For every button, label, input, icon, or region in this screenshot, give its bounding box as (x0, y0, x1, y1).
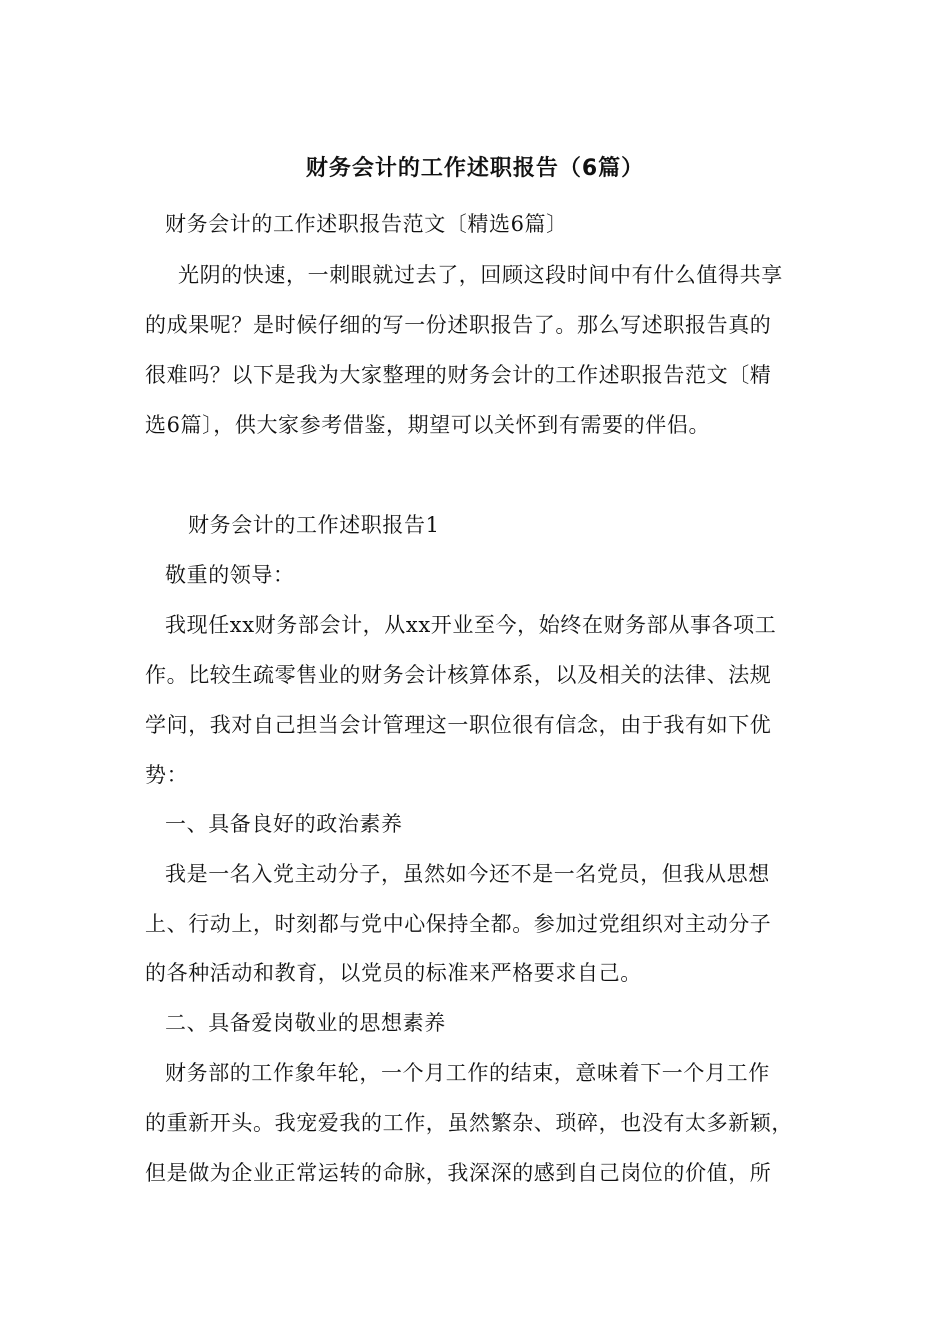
intro-line: 很难吗？以下是我为大家整理的财务会计的工作述职报告范文〔精 (145, 363, 772, 387)
section-heading: 财务会计的工作述职报告1 (188, 513, 440, 537)
paragraph-line: 作。比较生疏零售业的财务会计核算体系，以及相关的法律、法规 (145, 663, 772, 687)
paragraph-line: 的重新开头。我宠爱我的工作，虽然繁杂、琐碎，也没有太多新颖， (145, 1111, 793, 1135)
paragraph-line: 的各种活动和教育，以党员的标准来严格要求自己。 (145, 961, 642, 985)
intro-line: 选6篇〕，供大家参考借鉴，期望可以关怀到有需要的伴侣。 (145, 413, 711, 437)
paragraph-line: 我是一名入党主动分子，虽然如今还不是一名党员，但我从思想 (165, 862, 770, 886)
paragraph-line: 上、行动上，时刻都与党中心保持全都。参加过党组织对主动分子 (145, 912, 772, 936)
document-title: 财务会计的工作述职报告（6篇） (305, 156, 645, 181)
salutation: 敬重的领导： (165, 563, 295, 587)
paragraph-line: 势： (145, 763, 189, 787)
paragraph-line: 我现任xx财务部会计，从xx开业至今，始终在财务部从事各项工 (165, 613, 777, 637)
list-heading: 一、具备良好的政治素养 (165, 812, 403, 836)
paragraph-line: 学问，我对自己担当会计管理这一职位很有信念，由于我有如下优 (145, 713, 772, 737)
intro-line: 的成果呢？是时候仔细的写一份述职报告了。那么写述职报告真的 (145, 313, 772, 337)
paragraph-line: 但是做为企业正常运转的命脉，我深深的感到自己岗位的价值，所 (145, 1161, 772, 1185)
intro-line: 光阴的快速，一刺眼就过去了，回顾这段时间中有什么值得共享 (178, 263, 783, 287)
list-heading: 二、具备爱岗敬业的思想素养 (165, 1011, 446, 1035)
paragraph-line: 财务部的工作象年轮，一个月工作的结束，意味着下一个月工作 (165, 1061, 770, 1085)
document-subtitle: 财务会计的工作述职报告范文〔精选6篇〕 (165, 212, 568, 236)
